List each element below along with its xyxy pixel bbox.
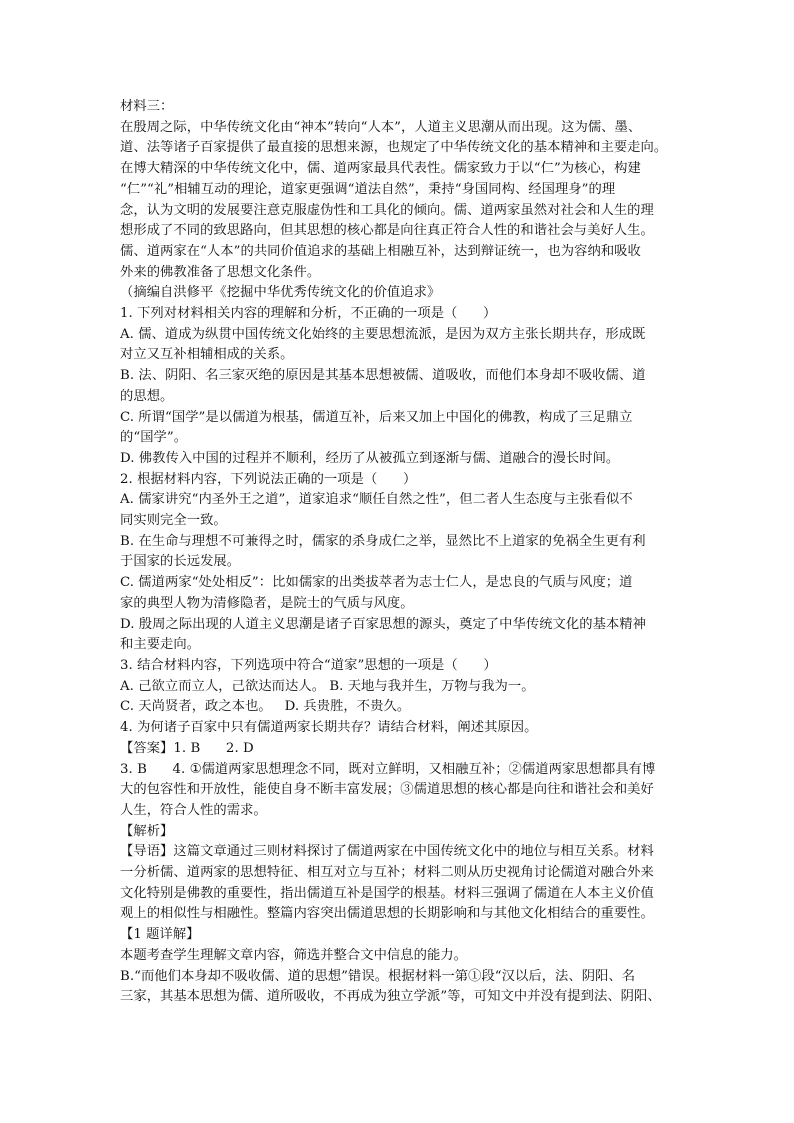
text-line: 道、法等诸子百家提供了最直接的思想来源，也规定了中华传统文化的基本精神和主要走向。 <box>120 140 668 156</box>
text-line: “仁”“礼”相辅互动的理论，道家更强调“道法自然”，秉持“身国同构、经国理身”的理 <box>120 181 616 197</box>
text-line: B. 法、阴阳、名三家灭绝的原因是其基本思想被儒、道吸收，而他们本身却不吸收儒、道 <box>120 368 646 384</box>
text-line: 儒、道两家在“人本”的共同价值追求的基础上相融互补，达到辩证统一，也为容纳和吸收 <box>120 243 641 259</box>
text-line: B. 在生命与理想不可兼得之时，儒家的杀身成仁之举，显然比不上道家的免祸全生更有利 <box>120 533 646 549</box>
text-line: （摘编自洪修平《挖掘中华优秀传统文化的价值追求》 <box>120 285 441 301</box>
text-line: 一分析儒、道两家的思想特征、相互对立与互补；材料二则从历史视角讨论儒道对融合外来 <box>120 865 654 881</box>
text-line: C. 天尚贤者，政之本也。 D. 兵贵胜，不贵久。 <box>120 699 411 715</box>
text-line: 本题考查学生理解文章内容，筛选并整合文中信息的能力。 <box>120 947 468 963</box>
text-line: 【1 题详解】 <box>120 927 200 943</box>
text-line: A. 己欲立而立人，己欲达而达人。 B. 天地与我并生，万物与我为一。 <box>120 678 535 694</box>
text-line: 4. 为何诸子百家中只有儒道两家长期共存？请结合材料，阐述其原因。 <box>120 720 538 736</box>
text-line: 材料三： <box>120 99 174 114</box>
text-line: 对立又互补相辅相成的关系。 <box>120 347 294 363</box>
text-line: D. 殷周之际出现的人道主义思潮是诸子百家思想的源头，奠定了中华传统文化的基本精神 <box>120 616 646 632</box>
text-line: 三家，其基本思想为儒、道所吸收，不再成为独立学派”等，可知文中并没有提到法、阴阳、 <box>120 989 661 1005</box>
text-line: 大的包容性和开放性，能使自身不断丰富发展；③儒道思想的核心都是向往和谐社会和美好 <box>120 782 654 798</box>
text-line: B.“而他们本身却不吸收儒、道的思想”错误。根据材料一第①段“汉以后，法、阴阳、名 <box>120 968 636 984</box>
text-line: A. 儒、道成为纵贯中国传统文化始终的主要思想流派，是因为双方主张长期共存，形成既 <box>120 326 646 342</box>
text-line: 和主要走向。 <box>120 637 201 653</box>
text-line: A. 儒家讲究“内圣外王之道”，道家追求“顺任自然之性”，但二者人生态度与主张看似不 <box>120 492 633 508</box>
text-line: D. 佛教传入中国的过程并不顺利，经历了从被孤立到逐渐与儒、道融合的漫长时间。 <box>120 450 620 466</box>
text-line: 【导语】这篇文章通过三则材料探讨了儒道两家在中国传统文化中的地位与相互关系。材料 <box>120 844 654 860</box>
text-line: 在博大精深的中华传统文化中，儒、道两家最具代表性。儒家致力于以“仁”为核心，构建 <box>120 161 641 177</box>
text-line: 想形成了不同的致思路向，但其思想的核心都是向往真正符合人性的和谐社会与美好人生。 <box>120 223 654 239</box>
text-line: 念，认为文明的发展要注意克服虚伪性和工具化的倾向。儒、道两家虽然对社会和人生的理 <box>120 202 654 218</box>
text-line: 1. 下列对材料相关内容的理解和分析，不正确的一项是（ ） <box>120 306 497 322</box>
text-line: 【解析】 <box>120 823 174 839</box>
text-line: 【答案】1. B 2. D <box>120 740 254 756</box>
text-line: C. 所谓“国学”是以儒道为根基，儒道互补，后来又加上中国化的佛教，构成了三足鼎立 <box>120 409 633 425</box>
text-line: 文化特别是佛教的重要性，指出儒道互补是国学的根基。材料三强调了儒道在人本主义价值 <box>120 885 654 901</box>
text-line: 的思想。 <box>120 388 174 404</box>
text-line: 3. 结合材料内容，下列选项中符合“道家”思想的一项是（ ） <box>120 657 497 673</box>
text-line: 的“国学”。 <box>120 430 188 446</box>
text-line: 2. 根据材料内容，下列说法正确的一项是（ ） <box>120 471 417 487</box>
text-line: 外来的佛教准备了思想文化条件。 <box>120 264 321 280</box>
text-line: 在殷周之际，中华传统文化由“神本”转向“人本”，人道主义思潮从而出现。这为儒、墨、 <box>120 119 642 135</box>
text-line: C. 儒道两家“处处相反”：比如儒家的出类拔萃者为志士仁人，是忠良的气质与风度；道 <box>120 575 633 591</box>
text-line: 于国家的长远发展。 <box>120 554 241 570</box>
text-line: 家的典型人物为清修隐者，是院士的气质与风度。 <box>120 595 414 611</box>
document-body <box>120 97 676 1008</box>
text-line: 观上的相似性与相融性。整篇内容突出儒道思想的长期影响和与其他文化相结合的重要性。 <box>120 906 654 922</box>
text-line: 人生，符合人性的需求。 <box>120 802 267 818</box>
text-line: 3. B 4. ①儒道两家思想理念不同，既对立鲜明，又相融互补；②儒道两家思想都具有博 <box>120 761 656 777</box>
text-line: 同实则完全一致。 <box>120 513 227 529</box>
